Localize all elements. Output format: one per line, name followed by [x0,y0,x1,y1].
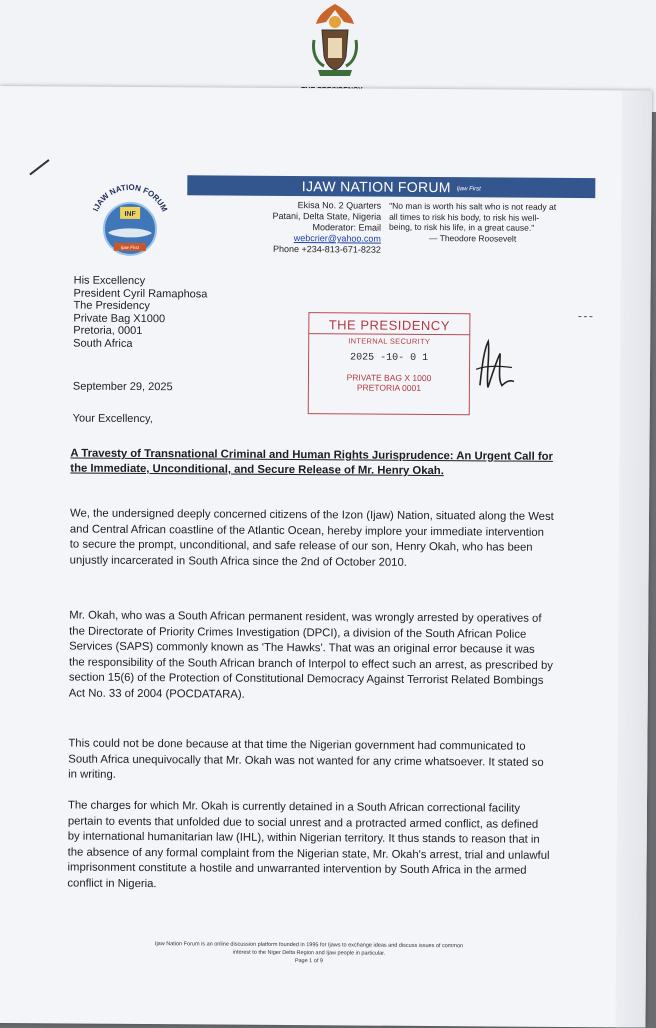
logo-banner-text: Ijaw First [120,244,139,250]
recipient-block [73,275,207,351]
stamp-divider [309,333,469,335]
salutation: Your Excellency, [72,412,153,426]
stamp-title: THE PRESIDENCY [328,317,450,334]
handwritten-signature [472,335,518,395]
letterhead-title: IJAW NATION FORUM [301,178,451,196]
letterhead-address [231,200,381,256]
body-paragraph-4: The charges for which Mr. Okah is currently detained in a South African correctional facility pertain to events that unfolded due to social unrest and a protracted armed conflict, as defined by international humanitarian law (IHL), within Nigerian territory. It thus stands to reason that in the absence of any formal complaint from the Nigerian state, Mr. Okah's arrest, trial and unlawful imprisonment constitute a hostile and unwarranted intervention by South Africa in the armed conflict in Nigeria. [67,799,550,890]
letterhead-motto: Ijaw First [456,185,481,192]
recipient-line: South Africa [73,337,133,350]
page-number: Page 1 of 9 [294,958,323,965]
stamp-date: 2025 -10- 0 1 [350,352,429,364]
letter-page [0,86,652,1028]
address-line: Moderator: Email [312,222,382,233]
phone-number: Phone +234-813-671-8232 [272,243,381,255]
recipient-line: President Cyril Ramaphosa [73,287,208,300]
pen-mark [29,159,49,175]
page-fold [615,90,652,1027]
coat-of-arms-icon [306,0,364,82]
quote-author: — Theodore Roosevelt [428,232,517,244]
ijaw-nation-forum-logo [81,173,180,272]
page-footer [49,939,569,967]
recipient-line: Private Bag X1000 [73,312,166,325]
body-paragraph-1: We, the undersigned deeply concerned citizens of the Izon (Ijaw) Nation, situated along the West and Central African coastline of the Atlantic Ocean, hereby implore your immediate intervention to secure the prompt, unconditional, and safe release of our son, Henry Okah, who has been unjustly incarcerated in South Africa since the 2nd of October 2010. [69,507,554,569]
body-paragraph-2: Mr. Okah, who was a South African permanent resident, was wrongly arrested by operatives of the Directorate of Priority Crimes Investigation (DPCI), a division of the South African Police Services (SAPS) commonly known as 'The Hawks'. That was an original error because it was the responsibility of the South African branch of Interpol to effect such an arrest, as prescribed by section 15(6) of the Protection of Constitutional Democracy Against Terrorist Related Bombings Act No. 33 of 2004 (POCDATARA). [68,609,553,701]
recipient-line: The Presidency [73,299,150,313]
stamp-address-line: PRIVATE BAG X 1000 [346,372,432,384]
letterhead-quote [389,201,559,244]
letter-subject: A Travesty of Transnational Criminal and Human Rights Jurisprudence: An Urgent Call for the Immediate, Unconditional, and Secure Release of Mr. Henry Okah. [70,447,553,478]
logo-center-text: INF [124,210,136,218]
letterhead-banner [187,175,595,198]
footer-line: interest to the Niger Delta Region and Ijaw people in particular. [232,949,386,957]
address-line: Ekisa No. 2 Quarters [297,200,382,211]
body-paragraph-3: This could not be done because at that time the Nigerian government had communicated to South Africa unequivocally that Mr. Okah was not wanted for any crime whatsoever. It stated so in writing. [68,737,544,781]
email-link[interactable]: webcrier@yahoo.com [293,233,381,244]
stamp-address-line: PRETORIA 0001 [356,382,421,393]
letter-date: September 29, 2025 [72,380,173,394]
address-line: Patani, Delta State, Nigeria [272,210,382,222]
recipient-line: Pretoria, 0001 [73,324,143,337]
footer-line: Ijaw Nation Forum is an online discussion platform founded in 1995 for Ijaws to exchange ideas and discuss issues of common [154,941,464,950]
presidency-stamp [308,312,471,415]
logo-ring-text: IJAW NATION FORUM [91,182,170,214]
stamp-subtitle: INTERNAL SECURITY [348,336,431,347]
recipient-line: His Excellency [73,274,146,288]
margin-mark [578,316,592,318]
quote-text: "No man is worth his salt who is not ready at all times to risk his body, to risk his well-being, to risk his life, in a great cause." [388,200,557,233]
